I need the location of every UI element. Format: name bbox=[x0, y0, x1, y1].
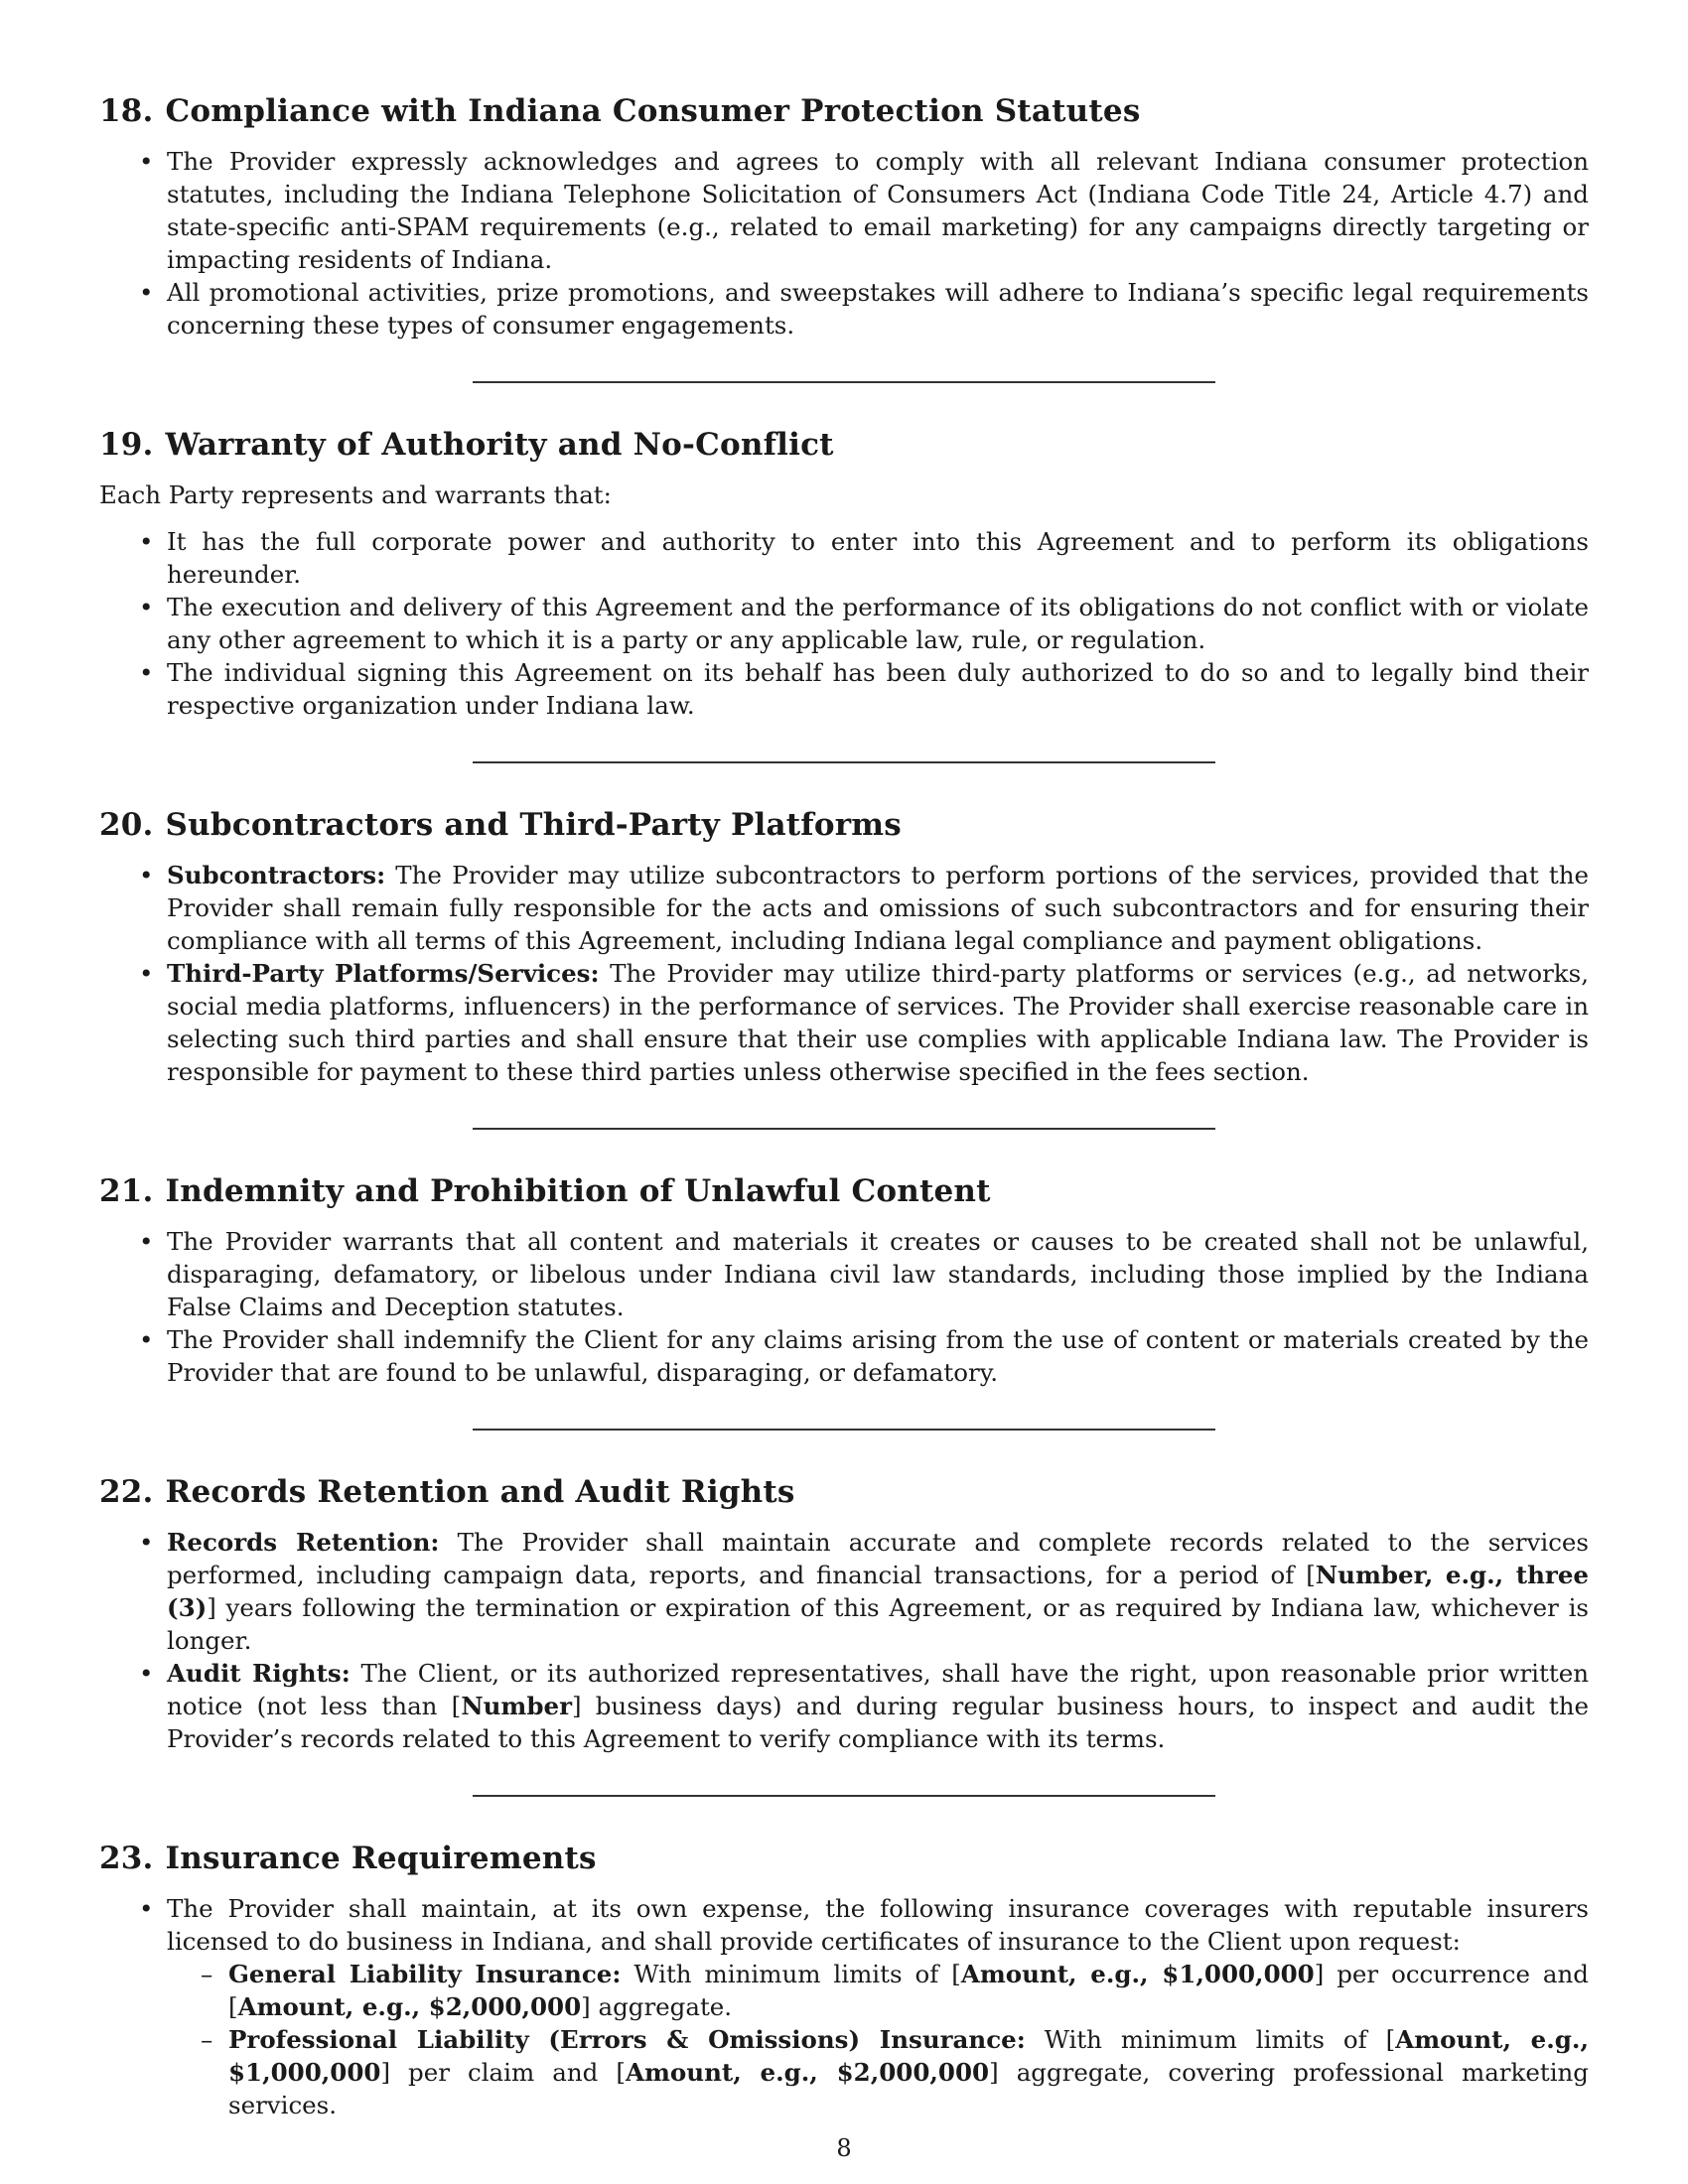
section-heading bbox=[99, 425, 1589, 465]
item-label: Third-Party Platforms/Services: bbox=[167, 959, 600, 988]
list-item bbox=[99, 1526, 1589, 1657]
bullet-list bbox=[99, 1225, 1589, 1389]
bullet-list bbox=[99, 1526, 1589, 1755]
bullet-list bbox=[99, 145, 1589, 341]
sub-list-item bbox=[167, 1958, 1589, 2023]
item-text: The Provider may utilize subcontractors to perform portions of the services, provided that the Provider shall remain fully responsible for the acts and omissions of such subcontractors and for ensuring their compliance with all terms of this Agreement, including Indiana legal compliance and payment obligations. bbox=[167, 861, 1589, 955]
bullet-list bbox=[99, 525, 1589, 722]
list-item: • The Provider shall indemnify the Client for any claims arising from the use of content or materials created by the Provider that are found to be unlawful, disparaging, or defamatory. bbox=[99, 1323, 1589, 1389]
section-number: 21. bbox=[99, 1173, 154, 1209]
section-heading bbox=[99, 1171, 1589, 1211]
item-label: Professional Liability (Errors & Omissions) Insurance: bbox=[228, 2025, 1026, 2054]
list-item bbox=[99, 1657, 1589, 1755]
list-item: • The individual signing this Agreement on its behalf has been duly authorized to do so and to legally bind their respective organization under Indiana law. bbox=[99, 656, 1589, 722]
section-title: Insurance Requirements bbox=[165, 1841, 597, 1876]
section-title: Warranty of Authority and No-Conflict bbox=[165, 427, 834, 463]
section-heading bbox=[99, 91, 1589, 131]
placeholder-value: Amount, e.g., $1,000,000 bbox=[960, 1960, 1315, 1988]
document-page bbox=[99, 91, 1589, 2121]
section-number: 19. bbox=[99, 427, 154, 463]
placeholder-value: Number bbox=[461, 1692, 572, 1720]
section-intro: Each Party represents and warrants that: bbox=[99, 480, 612, 509]
section-divider bbox=[473, 1429, 1215, 1431]
bullet-list bbox=[99, 859, 1589, 1088]
placeholder-value: Amount, e.g., $2,000,000 bbox=[237, 1992, 582, 2021]
section-19 bbox=[99, 425, 1589, 722]
item-text: The Provider may utilize third-party platforms or services (e.g., ad networks, social media platforms, influencers) in the performance of services. The Provider shall exercise reasonable care in selecting such third parties and shall ensure that their use complies with applicable Indiana law. The Provider is responsible for payment to these third parties unless otherwise specified in the fees section. bbox=[167, 959, 1589, 1086]
section-divider bbox=[473, 381, 1215, 383]
item-text: ] aggregate, covering professional marketing services. bbox=[228, 2058, 1589, 2119]
placeholder-value: Amount, e.g., $2,000,000 bbox=[625, 2058, 990, 2087]
item-text: ] business days) and during regular business hours, to inspect and audit the Provider’s records related to this Agreement to verify compliance with its terms. bbox=[167, 1692, 1589, 1753]
bullet-list bbox=[99, 1892, 1589, 2121]
item-text: ] per claim and [ bbox=[380, 2058, 626, 2087]
item-text: The Provider shall maintain accurate and complete records related to the services performed, including campaign data, reports, and financial transactions, for a period of [ bbox=[167, 1528, 1589, 1589]
section-heading bbox=[99, 1839, 1589, 1878]
section-divider bbox=[473, 1128, 1215, 1130]
section-title: Indemnity and Prohibition of Unlawful Content bbox=[165, 1173, 991, 1209]
item-label: General Liability Insurance: bbox=[228, 1960, 622, 1988]
item-text: With minimum limits of [ bbox=[621, 1960, 961, 1988]
section-heading bbox=[99, 1472, 1589, 1512]
list-item: • All promotional activities, prize promotions, and sweepstakes will adhere to Indiana’s specific legal requirements concerning these types of consumer engagements. bbox=[99, 276, 1589, 341]
item-text: With minimum limits of [ bbox=[1025, 2025, 1396, 2054]
section-number: 23. bbox=[99, 1841, 154, 1876]
item-text: The Provider shall maintain, at its own expense, the following insurance coverages with reputable insurers licensed to do business in Indiana, and shall provide certificates of insurance to the Client upon request: bbox=[167, 1894, 1589, 1956]
section-title: Records Retention and Audit Rights bbox=[165, 1474, 795, 1510]
section-number: 18. bbox=[99, 93, 154, 129]
item-text: The Client, or its authorized representatives, shall have the right, upon reasonable prior written notice (not less than [ bbox=[167, 1659, 1589, 1720]
placeholder-value: Number, e.g., three (3) bbox=[167, 1561, 1589, 1622]
section-heading bbox=[99, 805, 1589, 845]
list-item: • It has the full corporate power and authority to enter into this Agreement and to perform its obligations hereunder. bbox=[99, 525, 1589, 591]
section-23 bbox=[99, 1839, 1589, 2121]
item-label: Records Retention: bbox=[167, 1528, 440, 1557]
item-label: Audit Rights: bbox=[167, 1659, 351, 1688]
list-item: • The Provider warrants that all content and materials it creates or causes to be created shall not be unlawful, disparaging, defamatory, or libelous under Indiana civil law standards, including those implied by the Indiana False Claims and Deception statutes. bbox=[99, 1225, 1589, 1323]
list-item bbox=[99, 859, 1589, 957]
item-text: ] aggregate. bbox=[581, 1992, 733, 2021]
sub-list-item bbox=[167, 2023, 1589, 2121]
section-22 bbox=[99, 1472, 1589, 1755]
page-number: 8 bbox=[836, 2134, 852, 2162]
section-number: 22. bbox=[99, 1474, 154, 1510]
item-text: ] years following the termination or expiration of this Agreement, or as required by Indiana law, whichever is longer. bbox=[167, 1593, 1589, 1655]
item-text: ] per occurrence and [ bbox=[228, 1960, 1589, 2021]
section-divider bbox=[473, 761, 1215, 763]
list-item bbox=[99, 1892, 1589, 2121]
sub-list bbox=[167, 1958, 1589, 2121]
placeholder-value: Amount, e.g., $1,000,000 bbox=[228, 2025, 1589, 2087]
section-20 bbox=[99, 805, 1589, 1088]
section-title: Compliance with Indiana Consumer Protection Statutes bbox=[165, 93, 1141, 129]
section-divider bbox=[473, 1795, 1215, 1797]
list-item bbox=[99, 957, 1589, 1088]
list-item: • The execution and delivery of this Agreement and the performance of its obligations do not conflict with or violate any other agreement to which it is a party or any applicable law, rule, or regulation. bbox=[99, 591, 1589, 656]
section-title: Subcontractors and Third-Party Platforms bbox=[165, 807, 902, 843]
item-label: Subcontractors: bbox=[167, 861, 386, 889]
list-item: • The Provider expressly acknowledges and agrees to comply with all relevant Indiana consumer protection statutes, including the Indiana Telephone Solicitation of Consumers Act (Indiana Code Title 24, Article 4.7) and state-specific anti-SPAM requirements (e.g., related to email marketing) for any campaigns directly targeting or impacting residents of Indiana. bbox=[99, 145, 1589, 276]
section-18 bbox=[99, 91, 1589, 341]
section-number: 20. bbox=[99, 807, 154, 843]
section-21 bbox=[99, 1171, 1589, 1389]
